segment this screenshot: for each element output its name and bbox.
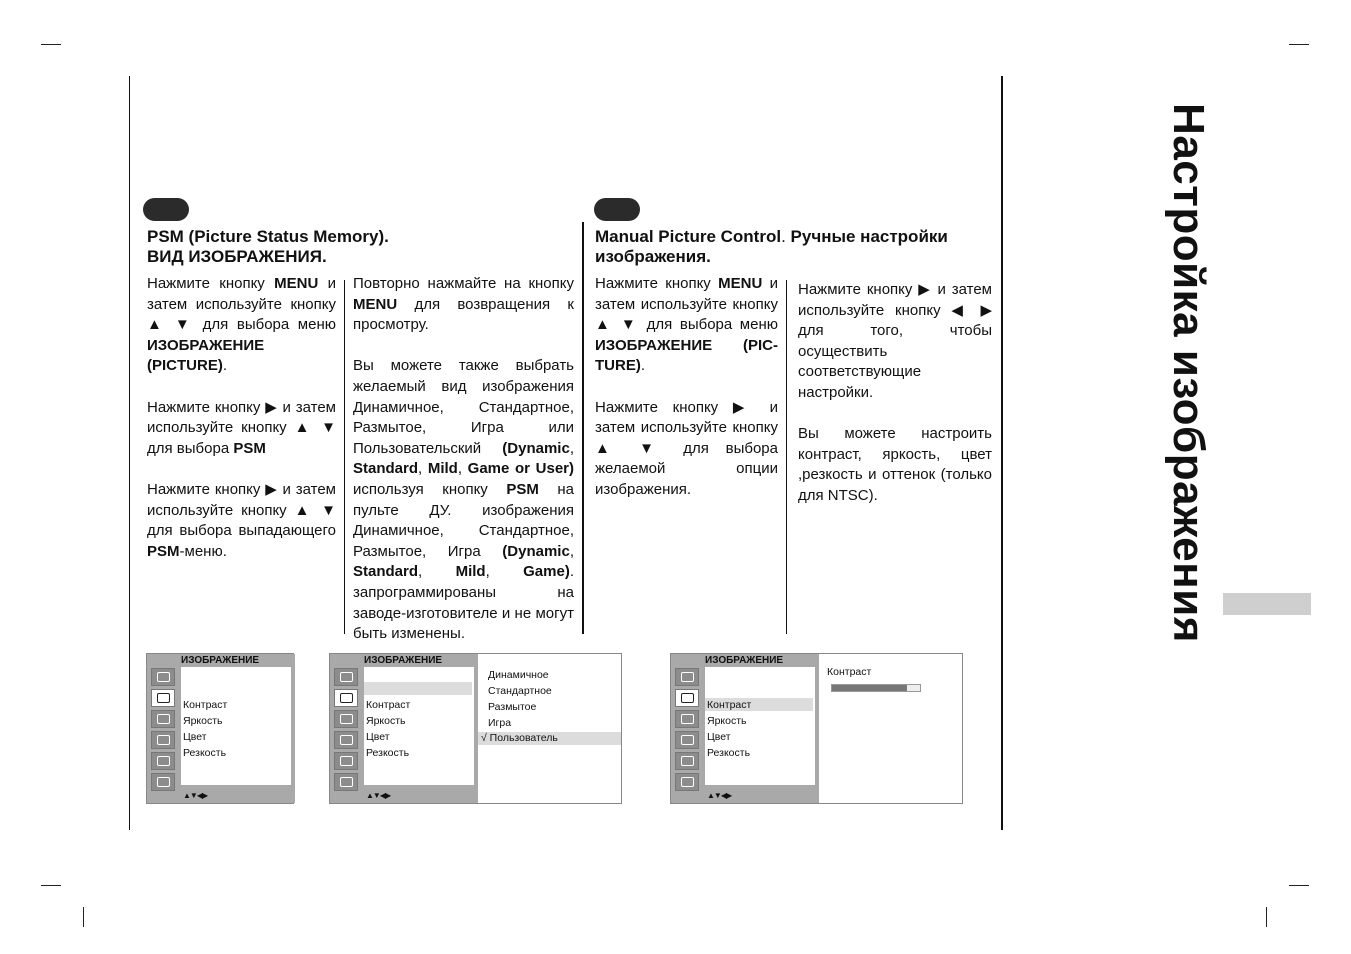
psm-step-3: Нажмите кнопку ▶ и затем используйте кнопку ▲ ▼ для выбора выпадающего PSM-меню.	[147, 480, 336, 560]
picture-icon	[675, 689, 699, 707]
osd-header: ИЗОБРАЖЕНИЕ	[364, 655, 443, 666]
picture-icon	[334, 689, 358, 707]
sound-icon	[675, 710, 699, 728]
osd-item-sharpness[interactable]: Резкость	[366, 747, 410, 759]
osd-item-contrast[interactable]: Контраст	[707, 699, 752, 711]
manual-title-en: Manual Picture Control	[595, 227, 782, 246]
contrast-label: Контраст	[827, 666, 872, 678]
tv-icon	[151, 668, 175, 686]
osd-header: ИЗОБРАЖЕНИЕ	[181, 655, 260, 666]
crop-mark	[1289, 44, 1309, 45]
osd-item-color[interactable]: Цвет	[183, 731, 207, 743]
osd-item-color[interactable]: Цвет	[366, 731, 390, 743]
psm-title-en: PSM (Picture Status Memory)	[147, 227, 385, 246]
time-icon	[151, 731, 175, 749]
osd-item-list	[705, 667, 815, 785]
contrast-submenu	[819, 654, 962, 803]
psm-option-user[interactable]: √ Пользователь	[481, 732, 558, 744]
psm-step-1: Нажмите кнопку MENU и затем используйте кнопку ▲ ▼ для выбора меню ИЗОБРАЖЕНИЕ (PICTURE).	[147, 275, 336, 375]
column-divider	[786, 280, 787, 634]
psm-notes-column	[353, 274, 574, 665]
chapter-title-text: Настройка изображения	[1164, 103, 1213, 643]
special-icon	[334, 752, 358, 770]
osd-icon-column	[334, 668, 360, 794]
osd-menu-contrast	[670, 653, 963, 804]
crop-mark	[41, 885, 61, 886]
psm-submenu	[478, 654, 621, 803]
osd-item-brightness[interactable]: Яркость	[366, 715, 406, 727]
chapter-tab	[1223, 593, 1311, 615]
manual-step-2: Нажмите кнопку ▶ и затем используйте кнопку ▲ ▼ для выбора желаемой опции изображения.	[595, 398, 778, 498]
osd-item-list	[181, 667, 291, 785]
screen-icon	[334, 773, 358, 791]
psm-steps-column	[147, 274, 336, 583]
screen-icon	[151, 773, 175, 791]
psm-option-game[interactable]: Игра	[488, 717, 512, 729]
manual-steps-column	[595, 274, 778, 521]
osd-panel	[147, 654, 295, 803]
column-divider	[344, 280, 345, 634]
osd-icon-column	[675, 668, 701, 794]
osd-nav-arrows: ▲▼◀▶	[366, 791, 391, 800]
osd-item-sharpness[interactable]: Резкость	[183, 747, 227, 759]
osd-item-brightness[interactable]: Яркость	[707, 715, 747, 727]
psm-option-standard[interactable]: Стандартное	[488, 685, 552, 697]
osd-menu-psm	[329, 653, 622, 804]
manual-notes-column	[798, 280, 992, 527]
osd-item-color[interactable]: Цвет	[707, 731, 731, 743]
page-border-right	[1001, 76, 1003, 830]
screen-icon	[675, 773, 699, 791]
manual-note: Вы можете настроить контраст, яркость, цвет ,резкость и оттенок (только для NTSC).	[798, 425, 992, 504]
osd-nav-arrows: ▲▼◀▶	[707, 791, 732, 800]
osd-nav-arrows: ▲▼◀▶	[183, 791, 208, 800]
crop-mark	[1266, 907, 1267, 927]
contrast-slider[interactable]	[831, 684, 921, 692]
section-badge	[594, 198, 640, 221]
chapter-title	[1163, 78, 1213, 668]
section-divider	[582, 222, 584, 634]
tv-icon	[334, 668, 358, 686]
special-icon	[675, 752, 699, 770]
time-icon	[675, 731, 699, 749]
special-icon	[151, 752, 175, 770]
psm-section-title: PSM (Picture Status Memory). ВИД ИЗОБРАЖЕНИЯ.	[147, 227, 389, 266]
psm-option-dynamic[interactable]: Динамичное	[488, 669, 549, 681]
osd-item-sharpness[interactable]: Резкость	[707, 747, 751, 759]
manual-section-title: Manual Picture Control. Ручные настройки изображения.	[595, 227, 948, 266]
time-icon	[334, 731, 358, 749]
tv-icon	[675, 668, 699, 686]
manual-step-1: Нажмите кнопку MENU и затем используйте кнопку ▲ ▼ для выбора меню ИЗОБРАЖЕНИЕ (PIC-TURE).	[595, 275, 778, 375]
osd-item-list	[364, 667, 474, 785]
psm-step-2: Нажмите кнопку ▶ и затем используйте кнопку ▲ ▼ для выбора PSM	[147, 398, 336, 457]
osd-icon-column	[151, 668, 177, 794]
sound-icon	[151, 710, 175, 728]
osd-menu-picture	[146, 653, 294, 804]
section-badge	[143, 198, 189, 221]
osd-item-contrast[interactable]: Контраст	[366, 699, 411, 711]
crop-mark	[41, 44, 61, 45]
page-border-left	[129, 76, 130, 830]
psm-title-ru: ВИД ИЗОБРАЖЕНИЯ	[147, 247, 322, 266]
osd-highlight-psm	[364, 682, 472, 695]
psm-option-mild[interactable]: Размытое	[488, 701, 537, 713]
osd-panel	[671, 654, 819, 803]
crop-mark	[83, 907, 84, 927]
osd-item-brightness[interactable]: Яркость	[183, 715, 223, 727]
sound-icon	[334, 710, 358, 728]
manual-title-ru: Ручные настройки изображения	[595, 227, 948, 266]
psm-note-1: Повторно нажмайте на кнопку MENU для возвращения к просмотру.	[353, 275, 574, 334]
osd-header: ИЗОБРАЖЕНИЕ	[705, 655, 784, 666]
psm-note-2: Вы можете также выбрать желаемый вид изображения Динамичное, Стандартное, Размытое, Игра или Пользовательский (Dynamic, Standard, Mild, Game or User) используя кнопку PSM на пульте ДУ. изображения Динамичное, Стандартное, Размытое, Игра (Dynamic, Standard, Mild, Game). запрограммированы на заводе-изготовителе и не могут быть изменены.	[353, 357, 575, 643]
osd-item-contrast[interactable]: Контраст	[183, 699, 228, 711]
picture-icon	[151, 689, 175, 707]
crop-mark	[1289, 885, 1309, 886]
osd-panel	[330, 654, 478, 803]
contrast-slider-fill	[832, 685, 907, 691]
manual-step-3: Нажмите кнопку ▶ и затем используйте кнопку ◀ ▶ для того, чтобы осуществить соответствующие настройки.	[798, 281, 992, 401]
